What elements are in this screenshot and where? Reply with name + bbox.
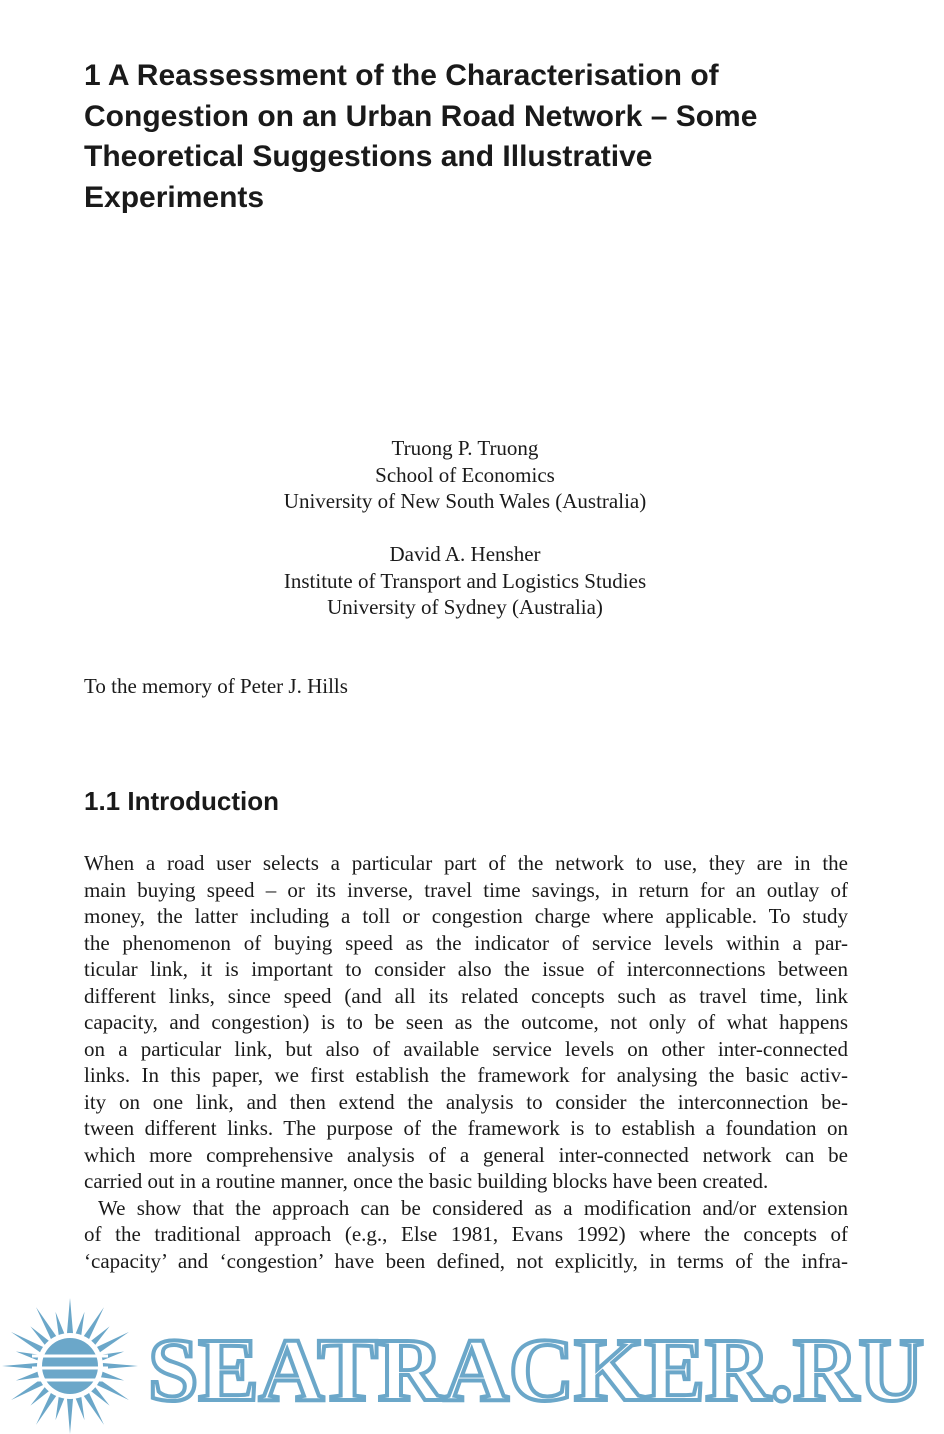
text-line: tween different links. The purpose of the framework is to establish a foundation on [84,1116,848,1140]
author-name: David A. Hensher [389,542,541,566]
text-line: of the traditional approach (e.g., Else 1981, Evans 1992) where the concepts of [84,1222,848,1246]
text-line: We show that the approach can be considered as a modification and/or extension [98,1195,848,1220]
text-line: on a particular link, but also of available service levels on other inter-connected [84,1036,848,1061]
paragraph [84,1195,848,1275]
body-text [84,850,848,1274]
text-line: main buying speed – or its inverse, travel time savings, in return for an outlay of [84,877,848,902]
sun-ray [67,1298,74,1336]
chapter-title-line: Congestion on an Urban Road Network – Some [84,99,758,133]
text-line: the phenomenon of buying speed as the indicator of service levels within a par- [84,930,848,955]
text-line: ‘capacity’ and ‘congestion’ have been defined, not explicitly, in terms of the infra- [84,1248,848,1273]
author-affiliation: University of New South Wales (Australia) [283,489,647,513]
text-line: ity on one link, and then extend the analysis to consider the interconnection be- [84,1089,848,1114]
text-line: which more comprehensive analysis of a general inter-connected network can be [84,1142,848,1167]
watermark-text: SEATRACKER.RU [148,1321,924,1420]
text-line: different links, since speed (and all its related concepts such as travel time, link [84,983,848,1008]
chapter-title-line: Theoretical Suggestions and Illustrative [84,140,653,173]
author-affiliation: University of Sydney (Australia) [327,595,603,619]
sun-ray [67,1396,74,1434]
author-block-hensher [0,541,930,621]
author-department: School of Economics [375,462,555,487]
author-block-truong [0,435,930,515]
chapter-title [84,56,864,218]
text-line: capacity, and congestion) is to be seen as the outcome, not only of what happens [84,1010,848,1034]
chapter-title-line: Experiments [84,180,265,214]
chapter-title-line: 1 A Reassessment of the Characterisation of [84,59,719,92]
dedication: To the memory of Peter J. Hills [84,674,348,698]
text-line: ticular link, it is important to consider also the issue of interconnections between [84,957,848,981]
text-line: money, the latter including a toll or congestion charge where applicable. To study [84,904,848,928]
author-name: Truong P. Truong [391,436,539,460]
watermark [0,1292,944,1434]
text-line: When a road user selects a particular part of the network to use, they are in the [84,851,848,875]
section-heading: 1.1 Introduction [84,786,279,816]
author-department: Institute of Transport and Logistics Studies [283,568,647,593]
text-line: carried out in a routine manner, once the basic building blocks have been created. [84,1169,769,1193]
sun-disc [42,1338,98,1394]
paragraph [84,850,848,1195]
text-line: links. In this paper, we first establish the framework for analysing the basic activ- [84,1063,848,1087]
